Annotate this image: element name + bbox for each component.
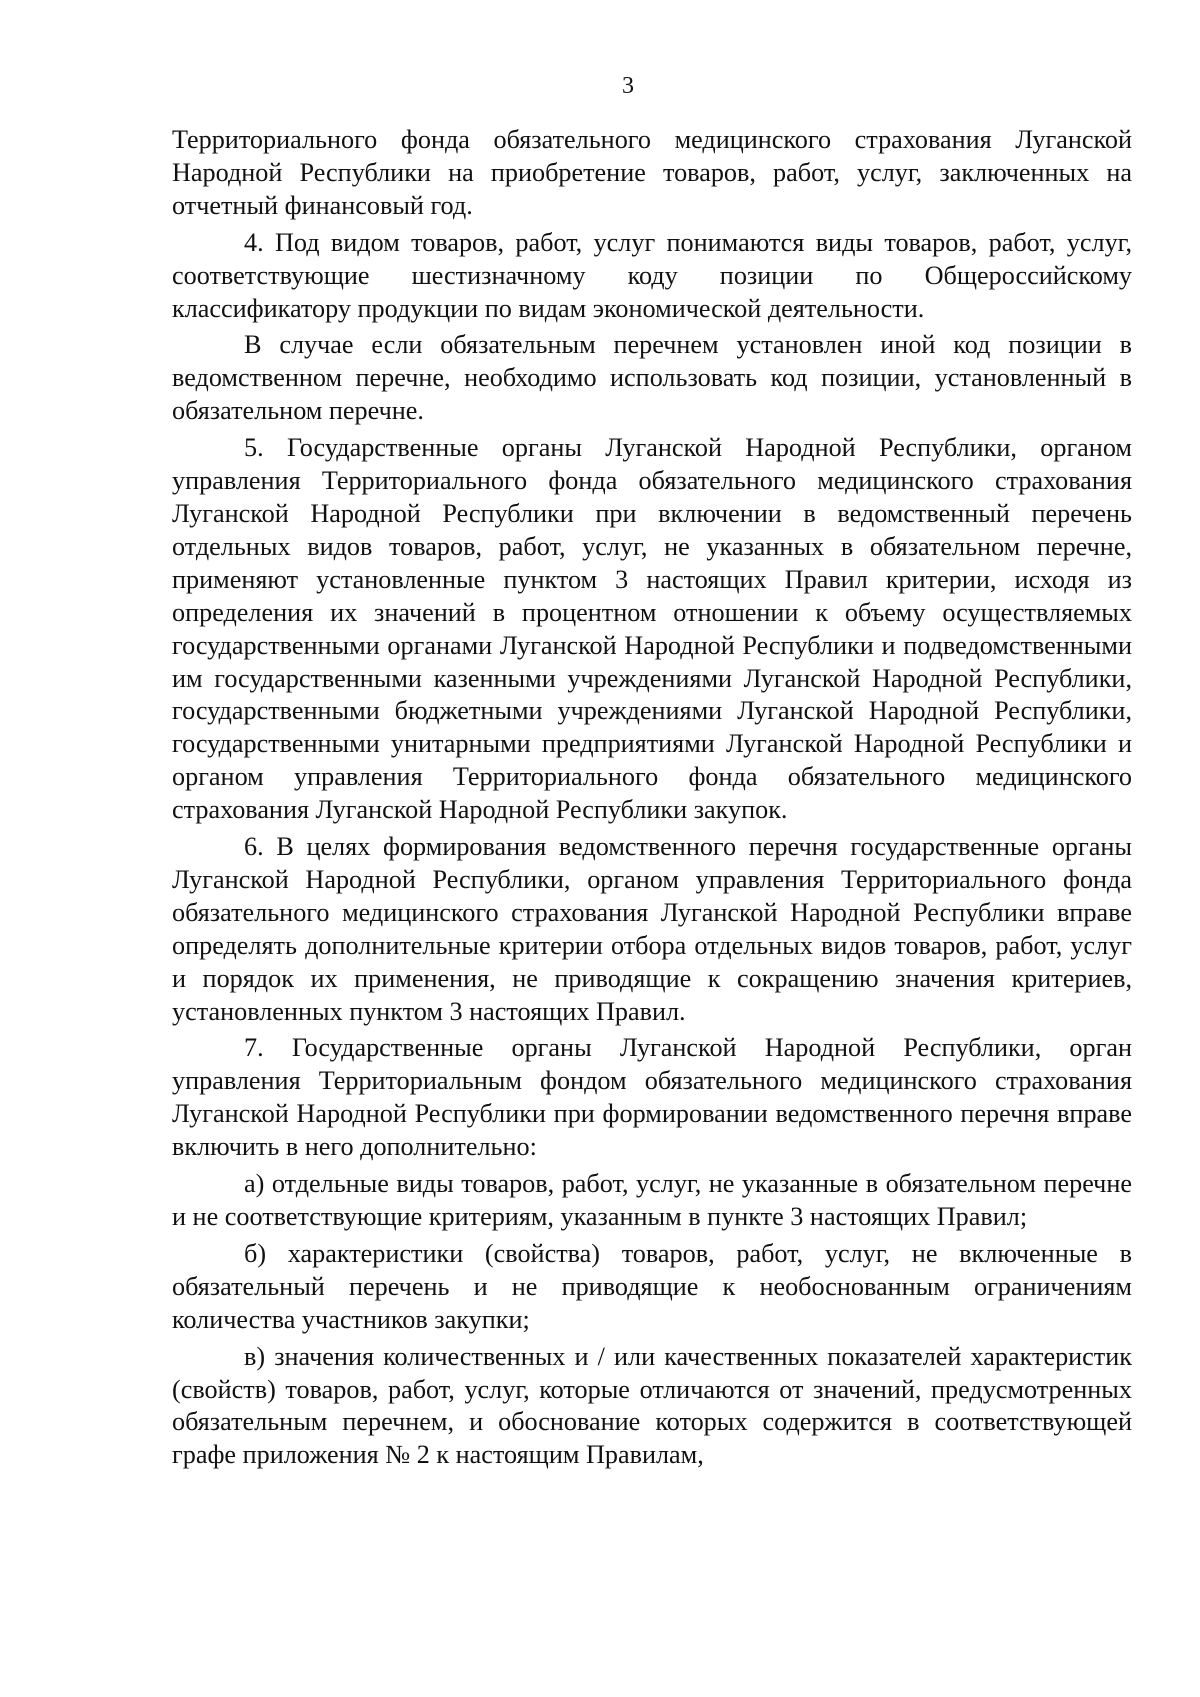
paragraph-item-7b: б) характеристики (свойства) товаров, работ, услуг, не включенные в обязательный перечень и не приводящие к необоснованным ограничениям количества участников закупки;: [172, 1238, 1132, 1334]
page-number: 3: [622, 73, 634, 99]
paragraph-item-6: 6. В целях формирования ведомственного перечня государственные органы Луганской Народной Республики, органом управления Территориального фонда обязательного медицинского страхования Луганской Народной Республики вправе определять дополнительные критерии отбора отдельных видов товаров, работ, услуг и порядок их применения, не приводящие к сокращению значения критериев, установленных пунктом 3 настоящих Правил.: [172, 832, 1132, 1026]
document-body: [172, 124, 1132, 1476]
paragraph-item-7c: в) значения количественных и / или качественных показателей характеристик (свойств) товаров, работ, услуг, которые отличаются от значений, предусмотренных обязательным перечнем, и обоснование которых содержится в соответствующей графе приложения № 2 к настоящим Правилам,: [172, 1341, 1132, 1470]
paragraph-continuation: Территориального фонда обязательного медицинского страхования Луганской Народной Республики на приобретение товаров, работ, услуг, заключенных на отчетный финансовый год.: [172, 125, 1132, 220]
paragraph-item-7a: а) отдельные виды товаров, работ, услуг, не указанные в обязательном перечне и не соответствующие критериям, указанным в пункте 3 настоящих Правил;: [172, 1169, 1132, 1231]
paragraph-item-5: 5. Государственные органы Луганской Народной Республики, органом управления Территориального фонда обязательного медицинского страхования Луганской Народной Республики при включении в ведомственный перечень отдельных видов товаров, работ, услуг, не указанных в обязательном перечне, применяют установленные пунктом 3 настоящих Правил критерии, исходя из определения их значений в процентном отношении к объему осуществляемых государственными органами Луганской Народной Республики и подведомственными им государственными казенными учреждениями Луганской Народной Республики, государственными бюджетными учреждениями Луганской Народной Республики, государственными унитарными предприятиями Луганской Народной Республики и органом управления Территориального фонда обязательного медицинского страхования Луганской Народной Республики закупок.: [172, 433, 1132, 825]
paragraph-item-4-note: В случае если обязательным перечнем установлен иной код позиции в ведомственном перечне, необходимо использовать код позиции, установленный в обязательном перечне.: [172, 330, 1132, 426]
paragraph-item-4: 4. Под видом товаров, работ, услуг понимаются виды товаров, работ, услуг, соответствующие шестизначному коду позиции по Общероссийскому классификатору продукции по видам экономической деятельности.: [172, 227, 1132, 323]
paragraph-item-7: 7. Государственные органы Луганской Народной Республики, орган управления Территориальным фондом обязательного медицинского страхования Луганской Народной Республики при формировании ведомственного перечня вправе включить в него дополнительно:: [172, 1033, 1132, 1162]
